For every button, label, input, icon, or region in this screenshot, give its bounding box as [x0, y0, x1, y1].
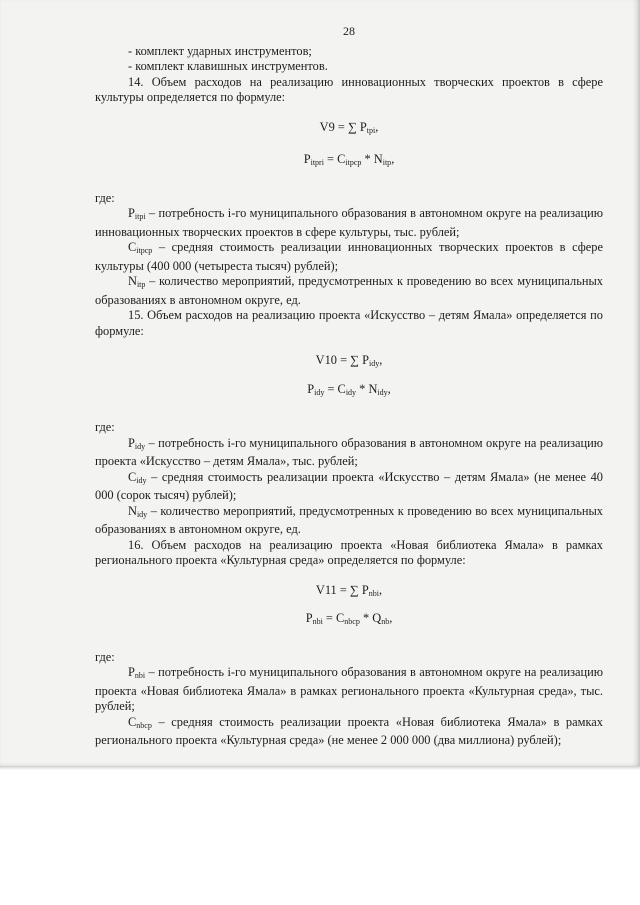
section-15-heading: 15. Объем расходов на реализацию проекта «Искусство – детям Ямала» определяется по формуле: [95, 308, 603, 338]
where-label: где: [95, 649, 115, 664]
formula-p-nbi: $P_{nbi} = C_{nbcp} * Q_{nb}$, [305, 611, 393, 626]
section-14-heading: 14. Объем расходов на реализацию инновационных творческих проектов в сфере культуры определяется по формуле: [95, 74, 603, 104]
formula-v11: V11 = ∑ $P_{nbi}$, [315, 582, 383, 598]
definition: $P_{idy}$ – потребность i-го муниципального образования в автономном округе на реализацию проекта «Искусство – детям Ямала», тыс. рублей; [95, 435, 603, 468]
section-16-heading: 16. Объем расходов на реализацию проекта «Новая библиотека Ямала» в рамках регионального проекта «Культурная среда» определяется по формуле: [95, 537, 603, 567]
where-label: где: [95, 190, 115, 205]
definition: $P_{itpi}$ – потребность i-го муниципального образования в автономном округе на реализацию инновационных творческих проектов в сфере культуры, тыс. рублей; [95, 206, 603, 239]
where-label: где: [95, 420, 115, 434]
definition: $N_{idy}$ – количество мероприятий, предусмотренных к проведению во всех муниципальных образованиях в автономном округе, ед. [95, 503, 603, 536]
definition: $P_{nbi}$ – потребность i-го муниципального образования в автономном округе на реализацию проекта «Новая библиотека Ямала» в рамках регионального проекта «Культурная среда», тыс. рублей; [95, 665, 603, 713]
definition: $N_{itp}$ – количество мероприятий, предусмотренных к проведению во всех муниципальных образованиях в автономном округе, ед. [95, 274, 603, 307]
formula-p-idy: $P_{idy} = C_{idy} * N_{idy}$, [307, 381, 391, 397]
definition: $C_{idy}$ – средняя стоимость реализации проекта «Искусство – детям Ямала» (не менее 40 000 (сорок тысяч) рублей); [95, 469, 603, 502]
formula-v10: V10 = ∑ $P_{idy}$, [315, 353, 383, 368]
list-item: - комплект клавишных инструментов. [128, 59, 328, 73]
scan-edge [0, 766, 640, 770]
formula-p-itpri: $P_{itpri} = C_{itpcp} * N_{itp}$, [303, 152, 395, 167]
definition: $C_{itpcp}$ – средняя стоимость реализации инновационных творческих проектов в сфере культуры (400 000 (четыреста тысяч) рублей); [95, 240, 603, 273]
formula-v9: V9 = ∑ $P_{tpi}$, [319, 119, 379, 135]
list-item: - комплект ударных инструментов; [128, 43, 312, 58]
definition: $C_{nbcp}$ – средняя стоимость реализации проекта «Новая библиотека Ямала» в рамках регионального проекта «Культурная среда» (не менее 2 000 000 (два миллиона) рублей); [95, 714, 603, 747]
page-number: 28 [343, 24, 355, 38]
document-page [95, 24, 603, 749]
